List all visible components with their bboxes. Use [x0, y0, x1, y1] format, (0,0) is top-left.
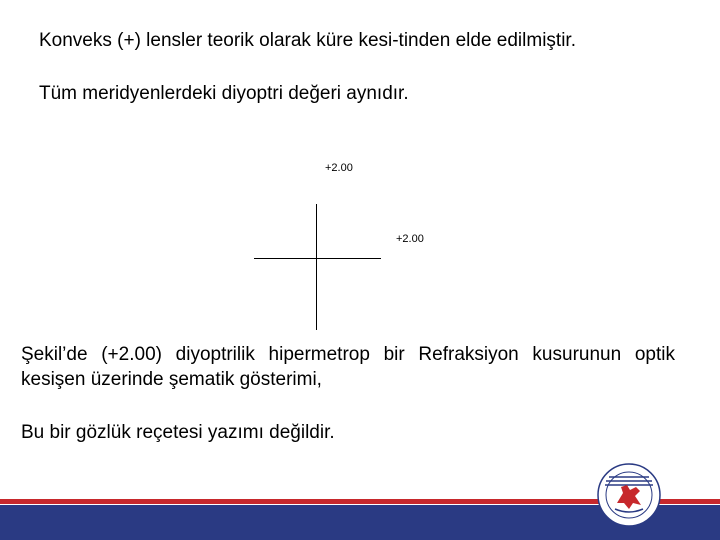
meridian-text: Tüm meridyenlerdeki diyoptri değeri aynıdır.	[39, 83, 409, 104]
university-seal-icon	[597, 463, 661, 527]
figure-caption: Şekil’de (+2.00) diyoptrilik hipermetrop bir Refraksiyon kusurunun optik kesişen üzerinde şematik gösterimi,	[21, 344, 675, 390]
vertical-meridian-line	[316, 204, 317, 330]
horizontal-meridian-line	[254, 258, 381, 259]
intro-text: Konveks (+) lensler teorik olarak küre kesi-tinden elde edilmiştir.	[39, 30, 576, 51]
vertical-power-label: +2.00	[325, 162, 353, 174]
horizontal-power-label: +2.00	[396, 233, 424, 245]
disclaimer-text: Bu bir gözlük reçetesi yazımı değildir.	[21, 422, 335, 443]
